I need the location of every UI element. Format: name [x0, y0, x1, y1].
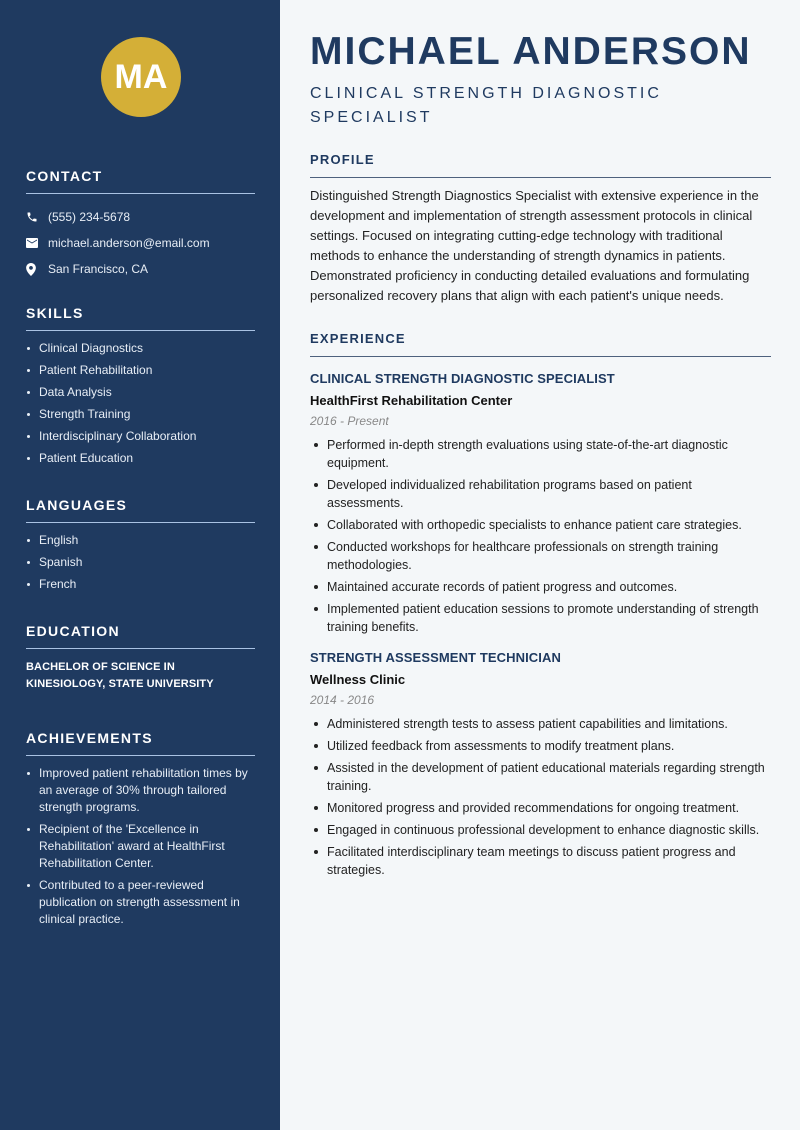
skills-list [26, 340, 255, 467]
job-dates: 2014 - 2016 [310, 693, 375, 707]
experience-heading: EXPERIENCE [310, 331, 771, 357]
candidate-name: MICHAEL ANDERSON [310, 30, 752, 73]
job-entry [310, 371, 771, 636]
job-bullet: Collaborated with orthopedic specialists to enhance patient care strategies. [310, 516, 771, 534]
skill-item: Interdisciplinary Collaboration [26, 428, 255, 445]
skill-item: Clinical Diagnostics [26, 340, 255, 357]
job-dates: 2016 - Present [310, 414, 389, 428]
job-bullet: Conducted workshops for healthcare professionals on strength training methodologies. [310, 538, 771, 574]
job-title: STRENGTH ASSESSMENT TECHNICIAN [310, 650, 561, 665]
job-bullet: Engaged in continuous professional development to enhance diagnostic skills. [310, 821, 771, 839]
email-text: michael.anderson@email.com [48, 236, 210, 250]
sidebar [0, 0, 280, 1130]
phone-text: (555) 234-5678 [48, 210, 131, 224]
skill-item: Patient Rehabilitation [26, 362, 255, 379]
experience-section [310, 331, 771, 883]
achievement-item: Contributed to a peer-reviewed publication on strength assessment in clinical practice. [26, 877, 255, 928]
candidate-title: CLINICAL STRENGTH DIAGNOSTIC SPECIALIST [310, 85, 662, 126]
job-bullets [310, 715, 771, 879]
skills-section [26, 305, 255, 472]
location-pin-icon [26, 263, 48, 276]
skill-item: Patient Education [26, 450, 255, 467]
job-bullet: Implemented patient education sessions to promote understanding of strength training benefits. [310, 600, 771, 636]
job-bullets [310, 436, 771, 636]
job-bullet: Performed in-depth strength evaluations using state-of-the-art diagnostic equipment. [310, 436, 771, 472]
achievements-section [26, 730, 255, 933]
education-degree: BACHELOR OF SCIENCE IN KINESIOLOGY, STATE UNIVERSITY [26, 661, 214, 690]
job-entry [310, 650, 771, 879]
job-bullet: Developed individualized rehabilitation programs based on patient assessments. [310, 476, 771, 512]
contact-heading: CONTACT [26, 168, 255, 194]
avatar [101, 37, 181, 117]
email-icon [26, 238, 48, 248]
education-section [26, 623, 255, 693]
languages-section [26, 497, 255, 598]
job-bullet: Administered strength tests to assess patient capabilities and limitations. [310, 715, 771, 733]
profile-text: Distinguished Strength Diagnostics Specialist with extensive experience in the development and implementation of strength assessment protocols in clinical settings. Focused on integrating cutting-edge technology with traditional methods to enhance the understanding of strength dynamics in patients. Demonstrated proficiency in conducting detailed evaluations and formulating personalized recovery plans that align with each patient's unique needs. [310, 188, 759, 303]
job-bullet: Assisted in the development of patient educational materials regarding strength training. [310, 759, 771, 795]
language-item: English [26, 532, 255, 549]
contact-location [26, 256, 255, 282]
job-title: CLINICAL STRENGTH DIAGNOSTIC SPECIALIST [310, 371, 615, 386]
languages-list [26, 532, 255, 593]
profile-heading: PROFILE [310, 152, 771, 178]
job-bullet: Monitored progress and provided recommendations for ongoing treatment. [310, 799, 771, 817]
languages-heading: LANGUAGES [26, 497, 255, 523]
phone-icon [26, 211, 48, 223]
skills-heading: SKILLS [26, 305, 255, 331]
skill-item: Data Analysis [26, 384, 255, 401]
contact-section [26, 168, 255, 282]
job-company: Wellness Clinic [310, 672, 406, 687]
achievement-item: Recipient of the 'Excellence in Rehabilitation' award at HealthFirst Rehabilitation Center. [26, 821, 255, 872]
language-item: French [26, 576, 255, 593]
language-item: Spanish [26, 554, 255, 571]
contact-list [26, 204, 255, 282]
achievements-heading: ACHIEVEMENTS [26, 730, 255, 756]
education-heading: EDUCATION [26, 623, 255, 649]
job-bullet: Utilized feedback from assessments to modify treatment plans. [310, 737, 771, 755]
skill-item: Strength Training [26, 406, 255, 423]
contact-email [26, 230, 255, 256]
job-bullet: Facilitated interdisciplinary team meetings to discuss patient progress and strategies. [310, 843, 771, 879]
profile-section [310, 152, 771, 306]
job-company: HealthFirst Rehabilitation Center [310, 393, 513, 408]
achievement-item: Improved patient rehabilitation times by an average of 30% through tailored strength programs. [26, 765, 255, 816]
location-text: San Francisco, CA [48, 262, 149, 276]
contact-phone [26, 204, 255, 230]
avatar-initials: MA [114, 57, 168, 96]
job-bullet: Maintained accurate records of patient progress and outcomes. [310, 578, 771, 596]
achievements-list [26, 765, 255, 928]
